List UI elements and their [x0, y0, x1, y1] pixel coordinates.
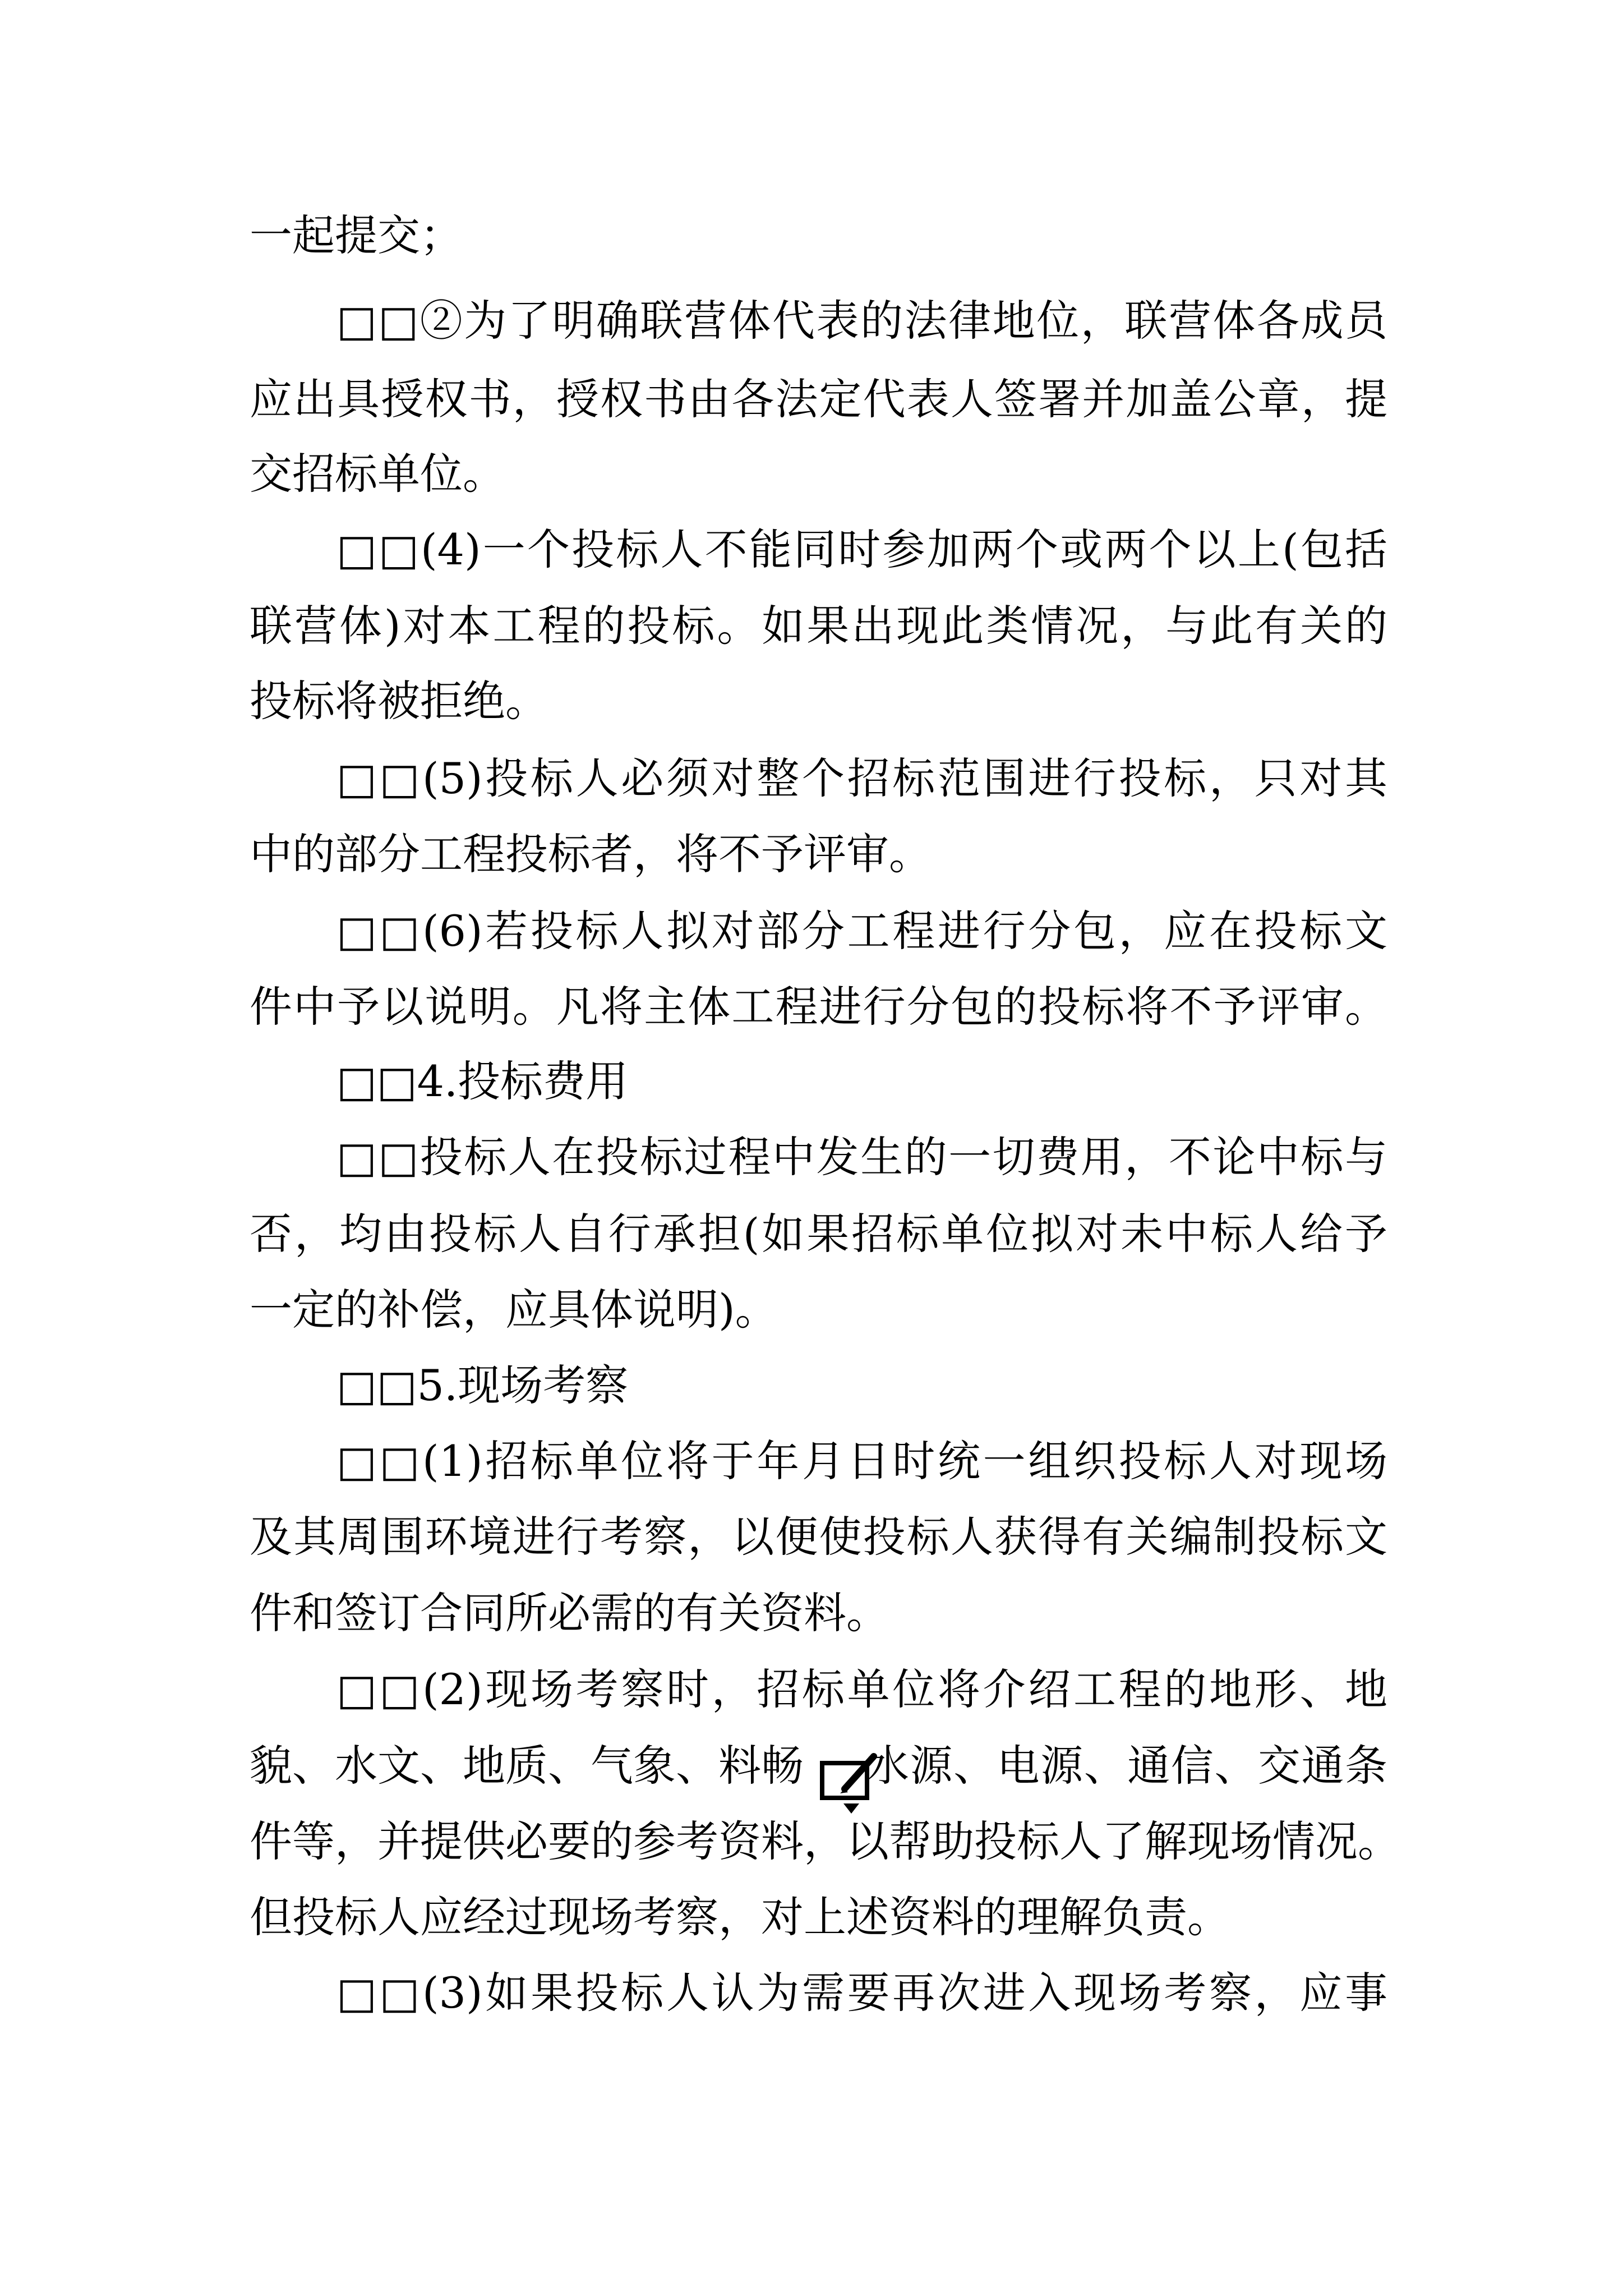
text-line: 投标将被拒绝。: [250, 676, 548, 726]
text-line-part: 水源、电源、通信、交通条: [866, 1741, 1387, 1791]
text-line: 及其周围环境进行考察，以便使投标人获得有关编制投标文: [250, 1512, 1387, 1562]
text-line: □□②为了明确联营体代表的法律地位，联营体各成员: [336, 296, 1387, 346]
text-line: 件等，并提供必要的参考资料，以帮助投标人了解现场情况。: [250, 1816, 1400, 1866]
text-line: □□(4)一个投标人不能同时参加两个或两个以上(包括: [336, 524, 1387, 574]
text-line: □□(6)若投标人拟对部分工程进行分包，应在投标文: [336, 906, 1387, 956]
text-line: 应出具授权书，授权书由各法定代表人签署并加盖公章，提: [250, 374, 1387, 424]
text-line: 件和签订合同所必需的有关资料。: [250, 1588, 889, 1638]
text-line: □□(1)招标单位将于年月日时统一组织投标人对现场: [336, 1436, 1387, 1486]
section-heading: □□4.投标费用: [336, 1056, 629, 1106]
text-line: 一定的补偿，应具体说明)。: [250, 1285, 778, 1335]
text-line: □□投标人在投标过程中发生的一切费用，不论中标与: [336, 1132, 1387, 1182]
text-line: 一起提交；: [250, 210, 463, 260]
text-line: 但投标人应经过现场考察，对上述资料的理解负责。: [250, 1892, 1230, 1942]
text-line: 件中予以说明。凡将主体工程进行分包的投标将不予评审。: [250, 982, 1387, 1032]
section-heading: □□5.现场考察: [336, 1360, 629, 1410]
text-line: □□(2)现场考察时，招标单位将介绍工程的地形、地: [336, 1664, 1387, 1714]
text-line: 中的部分工程投标者，将不予评审。: [250, 829, 932, 879]
text-line: 联营体)对本工程的投标。如果出现此类情况，与此有关的: [250, 601, 1387, 651]
text-line: □□(5)投标人必须对整个招标范围进行投标，只对其: [336, 753, 1387, 803]
text-line: 否，均由投标人自行承担(如果招标单位拟对未中标人给予: [250, 1209, 1387, 1259]
text-line: 交招标单位。: [250, 449, 505, 499]
text-line: □□(3)如果投标人认为需要再次进入现场考察，应事: [336, 1968, 1387, 2018]
text-line-part: 貌、水文、地质、气象、料畅: [250, 1741, 804, 1791]
